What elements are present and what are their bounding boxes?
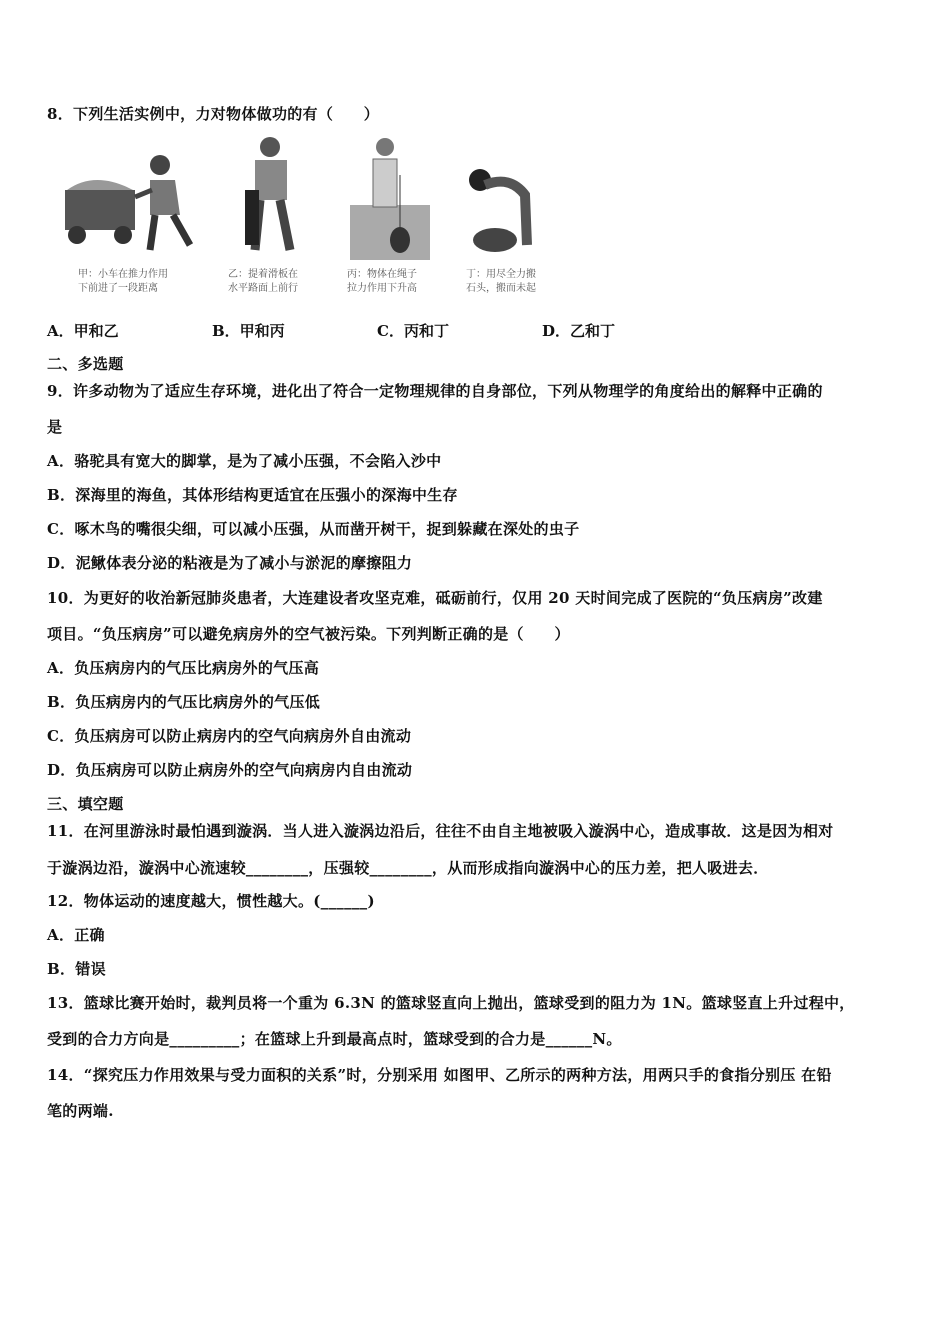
caption-jia: 甲：小车在推力作用 下前进了一段距离	[78, 269, 168, 294]
section-heading-multi: 二、多选题	[47, 355, 124, 373]
q12-option-b: B．错误	[47, 960, 106, 978]
caption-bing: 丙：物体在绳子 拉力作用下升高	[347, 269, 417, 294]
q11-line-2: 于漩涡边沿，漩涡中心流速较________，压强较________，从而形成指向漩涡中心的压力差，把人吸进去．	[47, 859, 769, 877]
figure-lift-stone	[455, 135, 545, 260]
caption-yi: 乙：提着滑板在 水平路面上前行	[228, 269, 298, 294]
figure-push-cart	[55, 135, 205, 260]
q13-line-2: 受到的合力方向是_________；在篮球上升到最高点时，篮球受到的合力是______N。	[47, 1030, 622, 1048]
q9-option-d: D．泥鳅体表分泌的粘液是为了减小与淤泥的摩擦阻力	[47, 554, 413, 572]
q11-line-1: 11．在河里游泳时最怕遇到漩涡．当人进入漩涡边沿后，往往不由自主地被吸入漩涡中心，造成事故．这是因为相对	[47, 822, 834, 840]
figure-carry-board	[215, 135, 315, 260]
q13-line-1: 13．篮球比赛开始时，裁判员将一个重为 6.3N 的篮球竖直向上抛出，篮球受到的阻力为 1N。篮球竖直上升过程中，	[47, 994, 855, 1012]
q10-stem-1: 10．为更好的收治新冠肺炎患者，大连建设者攻坚克难，砥砺前行，仅用 20 天时间完成了医院的“负压病房”改建	[47, 589, 823, 607]
section-heading-fill: 三、填空题	[47, 795, 124, 813]
q9-stem-2: 是	[47, 418, 63, 436]
q8-option-b: B．甲和丙	[212, 322, 285, 340]
q8-option-c: C．丙和丁	[377, 322, 449, 340]
q8-option-a: A．甲和乙	[47, 322, 119, 340]
q10-option-c: C．负压病房可以防止病房内的空气向病房外自由流动	[47, 727, 412, 745]
q12-stem: 12．物体运动的速度越大，惯性越大。(______)	[47, 892, 375, 910]
q8-option-d: D．乙和丁	[542, 322, 616, 340]
q14-line-2: 笔的两端.	[47, 1102, 114, 1120]
q10-stem-2: 项目。“负压病房”可以避免病房外的空气被污染。下列判断正确的是（ ）	[47, 625, 570, 643]
q12-option-a: A．正确	[47, 926, 105, 944]
q9-option-a: A．骆驼具有宽大的脚掌，是为了减小压强，不会陷入沙中	[47, 452, 442, 470]
q10-option-a: A．负压病房内的气压比病房外的气压高	[47, 659, 320, 677]
q9-stem-1: 9．许多动物为了适应生存环境，进化出了符合一定物理规律的自身部位，下列从物理学的角度给出的解释中正确的	[47, 382, 823, 400]
caption-ding: 丁：用尽全力搬 石头，搬而未起	[466, 269, 536, 294]
q9-option-b: B．深海里的海鱼，其体形结构更适宜在压强小的深海中生存	[47, 486, 458, 504]
q9-option-c: C．啄木鸟的嘴很尖细，可以减小压强，从而凿开树干，捉到躲藏在深处的虫子	[47, 520, 580, 538]
q14-line-1: 14．“探究压力作用效果与受力面积的关系”时，分别采用 如图甲、乙所示的两种方法，用两只手的食指分别压 在铅	[47, 1066, 832, 1084]
q8-stem: 8．下列生活实例中，力对物体做功的有（ ）	[47, 105, 380, 123]
q10-option-d: D．负压病房可以防止病房外的空气向病房内自由流动	[47, 761, 413, 779]
q10-option-b: B．负压病房内的气压比病房外的气压低	[47, 693, 321, 711]
figure-lift-object	[345, 135, 435, 260]
